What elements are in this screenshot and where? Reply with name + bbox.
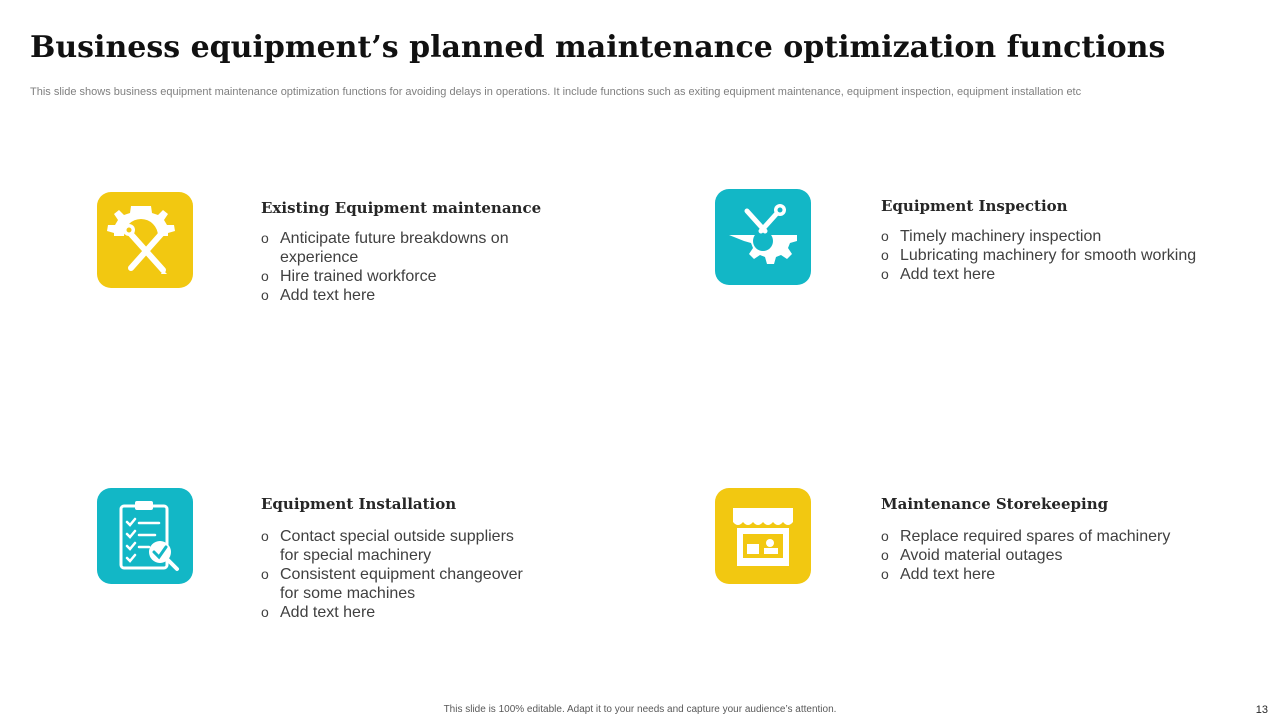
list-item: o Add text here bbox=[881, 265, 1221, 284]
list-item: o Add text here bbox=[261, 286, 521, 305]
clipboard-checklist-icon bbox=[97, 488, 193, 584]
section-heading-existing-maintenance: Existing Equipment maintenance bbox=[261, 199, 542, 217]
section-list-maintenance-storekeeping bbox=[881, 527, 1221, 584]
section-heading-equipment-installation: Equipment Installation bbox=[261, 495, 457, 513]
list-item: o Timely machinery inspection bbox=[881, 227, 1221, 246]
page-number: 13 bbox=[1255, 704, 1268, 716]
list-item: o Hire trained workforce bbox=[261, 267, 521, 286]
slide-subtitle: This slide shows business equipment maintenance optimization functions for avoiding delays in operations. It include functions such as exiting equipment maintenance, equipment inspection, equipment installation etc bbox=[30, 86, 1082, 98]
list-item: o Add text here bbox=[261, 603, 531, 622]
slide-title: Business equipment’s planned maintenance optimization functions bbox=[30, 30, 1166, 65]
list-item: o Add text here bbox=[881, 565, 1221, 584]
section-list-existing-maintenance bbox=[261, 229, 521, 305]
section-list-equipment-inspection bbox=[881, 227, 1221, 284]
section-heading-maintenance-storekeeping: Maintenance Storekeeping bbox=[881, 495, 1109, 513]
gear-wrench-pencil-icon bbox=[97, 192, 193, 288]
list-item: o Avoid material outages bbox=[881, 546, 1221, 565]
list-item: o Anticipate future breakdowns on experience bbox=[261, 229, 521, 267]
list-item: o Lubricating machinery for smooth working bbox=[881, 246, 1221, 265]
list-item: o Consistent equipment changeover for some machines bbox=[261, 565, 531, 603]
section-heading-equipment-inspection: Equipment Inspection bbox=[881, 197, 1068, 215]
list-item: o Replace required spares of machinery bbox=[881, 527, 1221, 546]
store-icon bbox=[715, 488, 811, 584]
section-list-equipment-installation bbox=[261, 527, 531, 622]
gear-tools-icon bbox=[715, 189, 811, 285]
slide-footer-note: This slide is 100% editable. Adapt it to your needs and capture your audience’s attention. bbox=[443, 704, 837, 715]
list-item: o Contact special outside suppliers for special machinery bbox=[261, 527, 531, 565]
